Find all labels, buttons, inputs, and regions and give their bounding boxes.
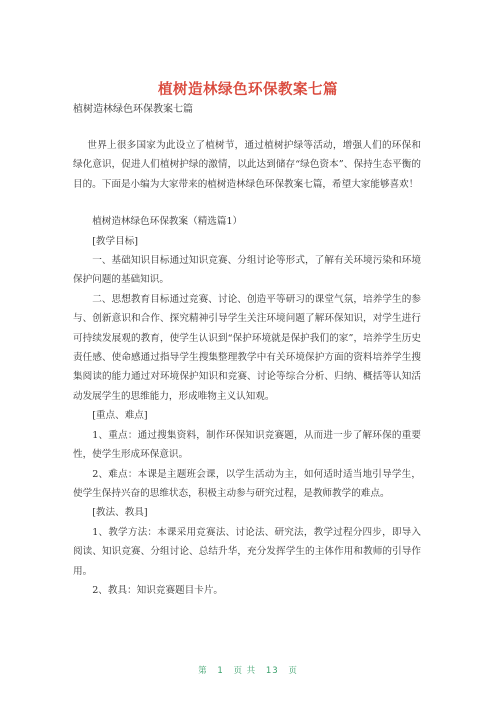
- footer-total-pages: 13: [265, 666, 279, 676]
- section-title: 植树造林绿色环保教案（精选篇1）: [92, 216, 243, 228]
- intro-paragraph: 世界上很多国家为此设立了植树节，通过植树护绿等活动，增强人们的环保和绿化意识，促进人们植树护绿的激情，以此达到储存“绿色资本”、保持生态平衡的目的。下面是小编为大家带来的植树造林绿色环保教案七篇，希望大家能够喜欢！: [73, 140, 421, 190]
- paragraph: [重点、难点]: [92, 410, 148, 422]
- paragraph: 1、重点：通过搜集资料，制作环保知识竞赛题，从而进一步了解环保的重要性，使学生形成环保意识。: [73, 429, 421, 461]
- footer-prefix: 第: [198, 666, 208, 676]
- paragraph: 1、教学方法：本课采用竞赛法、讨论法、研究法，教学过程分四步，即导入阅读、知识竞赛、分组讨论、总结升华，充分发挥学生的主体作用和教师的引导作用。: [73, 526, 421, 577]
- paragraph: 2、教具：知识竞赛题目卡片。: [92, 584, 224, 596]
- paragraph: 二、思想教育目标通过竞赛、讨论、创造平等研习的课堂气氛，培养学生的参与、创新意识和合作、探究精神引导学生关注环境问题了解环保知识，对学生进行可持续发展观的教育，使学生认识到“保护环境就是保护我们的家”，培养学生历史责任感、使命感通过指导学生搜集整理教学中有关环境保护方面的资料培养学生搜集阅读的能力通过对环境保护知识和竞赛、讨论等综合分析、归纳、概括等认知活动发展学生的思维能力，形成唯物主义认知观。: [73, 293, 421, 402]
- page-footer: [0, 664, 496, 676]
- paragraph: [教学目标]: [92, 235, 139, 247]
- footer-page-number: 1: [217, 666, 224, 676]
- footer-middle: 页 共: [233, 666, 257, 676]
- document-subtitle: 植树造林绿色环保教案七篇: [73, 104, 193, 115]
- paragraph: 一、基础知识目标通过知识竞赛、分组讨论等形式，了解有关环境污染和环境保护问题的基础知识。: [73, 255, 421, 286]
- paragraph-gap: [73, 194, 421, 212]
- paragraph: [教法、教具]: [92, 507, 148, 519]
- document-title: 植树造林绿色环保教案七篇: [158, 82, 338, 98]
- document-body: [73, 136, 421, 600]
- footer-suffix: 页: [288, 666, 298, 676]
- paragraph: 2、难点：本课是主题班会课，以学生活动为主，如何适时适当地引导学生，使学生保持兴奋的思维状态，积极主动参与研究过程，是教师教学的难点。: [73, 468, 421, 499]
